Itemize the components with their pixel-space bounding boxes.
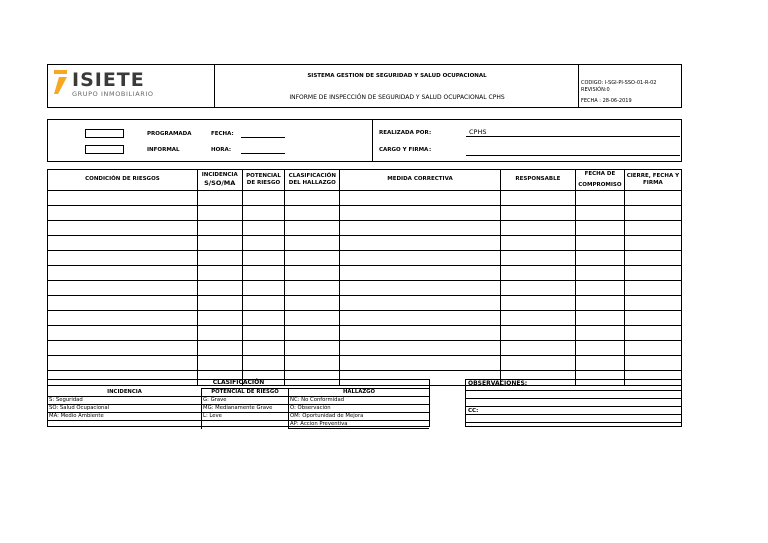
fecha-field[interactable]	[241, 137, 285, 138]
col-potencial-line1: POTENCIAL	[246, 172, 281, 179]
cell-fecha[interactable]	[575, 251, 624, 266]
legend-row	[48, 397, 429, 405]
cell-medida[interactable]	[340, 236, 501, 251]
cell-medida[interactable]	[340, 311, 501, 326]
cell-condicion[interactable]	[48, 191, 198, 206]
cell-cierre[interactable]	[624, 296, 681, 311]
legend-potencial-item: L: Leve	[202, 413, 289, 421]
col-medida: MEDIDA CORRECTIVA	[340, 170, 501, 191]
cell-condicion[interactable]	[48, 206, 198, 221]
cell-cierre[interactable]	[624, 341, 681, 356]
cell-cierre[interactable]	[624, 326, 681, 341]
legend-incidencia-item: S: Seguridad	[48, 397, 202, 405]
cargo-colon: :	[429, 147, 432, 153]
cc-label: CC:	[466, 407, 681, 415]
table-row	[48, 236, 682, 251]
cell-fecha[interactable]	[575, 281, 624, 296]
cell-condicion[interactable]	[48, 311, 198, 326]
cell-potencial[interactable]	[242, 251, 285, 266]
programada-label: PROGRAMADA	[147, 131, 192, 137]
cell-incidencia[interactable]	[197, 326, 242, 341]
cell-fecha[interactable]	[575, 236, 624, 251]
cell-condicion[interactable]	[48, 251, 198, 266]
table-row	[48, 311, 682, 326]
realizada-field[interactable]	[466, 136, 680, 137]
cell-fecha[interactable]	[575, 191, 624, 206]
table-row	[48, 191, 682, 206]
cell-clasificacion[interactable]	[285, 206, 340, 221]
cell-condicion[interactable]	[48, 266, 198, 281]
cell-cierre[interactable]	[624, 266, 681, 281]
cell-clasificacion[interactable]	[285, 236, 340, 251]
inspection-table-body	[48, 191, 682, 386]
legend-table	[48, 388, 429, 429]
cell-fecha[interactable]	[575, 266, 624, 281]
col-cierre	[624, 170, 681, 191]
cell-potencial[interactable]	[242, 341, 285, 356]
table-row	[48, 341, 682, 356]
legend-row	[48, 413, 429, 421]
cell-clasificacion[interactable]	[285, 356, 340, 371]
col-incidencia-line1: INCIDENCIA	[201, 172, 238, 179]
realizada-value[interactable]: CPHS	[469, 128, 487, 136]
cell-medida[interactable]	[340, 281, 501, 296]
cell-cierre[interactable]	[624, 281, 681, 296]
table-row	[48, 296, 682, 311]
cell-clasificacion[interactable]	[285, 266, 340, 281]
cell-incidencia[interactable]	[197, 266, 242, 281]
col-cierre-line1: CIERRE, FECHA Y	[626, 172, 680, 179]
legend-row	[48, 421, 429, 429]
table-row	[48, 206, 682, 221]
inspection-info	[47, 119, 682, 162]
cell-cierre[interactable]	[624, 311, 681, 326]
cell-cierre[interactable]	[624, 356, 681, 371]
cell-clasificacion[interactable]	[285, 326, 340, 341]
observaciones-lines	[466, 390, 681, 430]
hora-label: HORA:	[211, 147, 232, 153]
cell-potencial[interactable]	[242, 206, 285, 221]
cell-fecha[interactable]	[575, 206, 624, 221]
hora-field[interactable]	[241, 153, 285, 154]
document-revision: REVISIÓN:0	[581, 87, 610, 93]
col-potencial-line2: DE RIESGO	[246, 180, 281, 186]
table-row	[48, 221, 682, 236]
legend-hallazgo-item: NC: No Conformidad	[289, 397, 430, 405]
col-clasificacion-line2: DEL HALLAZGO	[288, 180, 336, 186]
cell-responsable[interactable]	[500, 311, 575, 326]
observaciones-line[interactable]	[466, 423, 681, 431]
col-condicion: CONDICIÓN DE RIESGOS	[48, 170, 198, 191]
cell-medida[interactable]	[340, 326, 501, 341]
cell-clasificacion[interactable]	[285, 296, 340, 311]
cell-medida[interactable]	[340, 266, 501, 281]
cell-clasificacion[interactable]	[285, 191, 340, 206]
title-cell	[215, 65, 579, 107]
cell-clasificacion[interactable]	[285, 251, 340, 266]
document-code: CODIGO: I-SGI-PI-SSO-01-R-02	[581, 80, 657, 86]
cell-potencial[interactable]	[242, 281, 285, 296]
cell-cierre[interactable]	[624, 206, 681, 221]
cell-condicion[interactable]	[48, 356, 198, 371]
cell-fecha[interactable]	[575, 326, 624, 341]
col-fecha-line2: COMPROMISO	[578, 182, 622, 188]
col-responsable: RESPONSABLE	[500, 170, 575, 191]
table-row	[48, 326, 682, 341]
cell-incidencia[interactable]	[197, 311, 242, 326]
cell-medida[interactable]	[340, 356, 501, 371]
cell-responsable[interactable]	[500, 296, 575, 311]
logo-subtitle: GRUPO INMOBILIARIO	[72, 90, 154, 98]
legend-hallazgo-item: AP: Accion Preventiva	[289, 421, 430, 429]
cell-potencial[interactable]	[242, 296, 285, 311]
cell-potencial[interactable]	[242, 266, 285, 281]
realizada-colon: :	[429, 130, 432, 136]
legend-hallazgo-item: O: Observación	[289, 405, 430, 413]
cell-fecha[interactable]	[575, 341, 624, 356]
cell-condicion[interactable]	[48, 326, 198, 341]
cell-responsable[interactable]	[500, 221, 575, 236]
cell-clasificacion[interactable]	[285, 221, 340, 236]
cell-incidencia[interactable]	[197, 296, 242, 311]
table-row	[48, 356, 682, 371]
cc-line[interactable]	[466, 407, 681, 415]
legend-potencial-item: MG: Medianamente Grave	[202, 405, 289, 413]
cell-responsable[interactable]	[500, 206, 575, 221]
cell-potencial[interactable]	[242, 311, 285, 326]
cell-incidencia[interactable]	[197, 191, 242, 206]
col-incidencia-line2: S/SO/MA	[204, 179, 236, 188]
cell-fecha[interactable]	[575, 356, 624, 371]
table-row	[48, 251, 682, 266]
cell-incidencia[interactable]	[197, 251, 242, 266]
cell-medida[interactable]	[340, 191, 501, 206]
code-cell	[579, 65, 681, 107]
cell-incidencia[interactable]	[197, 236, 242, 251]
legend-body	[48, 397, 429, 429]
col-potencial	[242, 170, 285, 191]
logo-name: ISIETE	[72, 69, 145, 91]
cell-responsable[interactable]	[500, 266, 575, 281]
col-cierre-line2: FIRMA	[643, 180, 663, 186]
cell-responsable[interactable]	[500, 326, 575, 341]
cell-responsable[interactable]	[500, 281, 575, 296]
cell-condicion[interactable]	[48, 341, 198, 356]
cell-cierre[interactable]	[624, 251, 681, 266]
informal-label: INFORMAL	[147, 147, 180, 153]
cell-medida[interactable]	[340, 296, 501, 311]
cargo-field[interactable]	[466, 155, 680, 156]
cell-medida[interactable]	[340, 221, 501, 236]
table-header-row	[48, 170, 682, 191]
legend-potencial-item	[202, 421, 289, 429]
cell-incidencia[interactable]	[197, 356, 242, 371]
cell-cierre[interactable]	[624, 236, 681, 251]
legend-incidencia-item: SO: Salud Ocupacional	[48, 405, 202, 413]
legend-incidencia-item: MA: Medio Ambiente	[48, 413, 202, 421]
cell-responsable[interactable]	[500, 356, 575, 371]
cell-responsable[interactable]	[500, 341, 575, 356]
cell-incidencia[interactable]	[197, 206, 242, 221]
legend-hallazgo-item: OM: Oportunidad de Mejora	[289, 413, 430, 421]
observaciones-title: OBSERVACIONES:	[468, 380, 528, 387]
cell-clasificacion[interactable]	[285, 311, 340, 326]
legend-clasificacion-title: CLASIFICACIÓN	[212, 379, 265, 386]
cell-potencial[interactable]	[242, 191, 285, 206]
col-clasificacion	[285, 170, 340, 191]
col-incidencia	[197, 170, 242, 191]
observaciones-box	[465, 379, 682, 427]
document-header	[47, 64, 682, 108]
programada-checkbox[interactable]	[85, 129, 124, 138]
cell-fecha[interactable]	[575, 311, 624, 326]
observaciones-line[interactable]	[466, 391, 681, 399]
table-row	[48, 281, 682, 296]
legend-hallazgo-title: HALLAZGO	[289, 389, 430, 397]
cell-fecha[interactable]	[575, 296, 624, 311]
cell-potencial[interactable]	[242, 356, 285, 371]
observaciones-line[interactable]	[466, 415, 681, 423]
cell-clasificacion[interactable]	[285, 341, 340, 356]
legend-incidencia-item	[48, 421, 202, 429]
col-clasificacion-line1: CLASIFICACIÓN	[288, 172, 336, 179]
realizada-label: REALIZADA POR	[379, 130, 429, 136]
cell-incidencia[interactable]	[197, 221, 242, 236]
cell-condicion[interactable]	[48, 221, 198, 236]
cell-incidencia[interactable]	[197, 341, 242, 356]
legend-incidencia-title: INCIDENCIA	[48, 389, 202, 397]
cell-cierre[interactable]	[624, 221, 681, 236]
cargo-label: CARGO Y FIRMA	[379, 147, 429, 153]
informal-checkbox[interactable]	[85, 145, 124, 154]
legend-box	[47, 379, 430, 427]
table-row	[48, 266, 682, 281]
cell-condicion[interactable]	[48, 296, 198, 311]
cell-clasificacion[interactable]	[285, 281, 340, 296]
legend-row	[48, 405, 429, 413]
legend-header-row	[48, 389, 429, 397]
fecha-label: FECHA:	[211, 131, 234, 137]
cell-responsable[interactable]	[500, 236, 575, 251]
cell-medida[interactable]	[340, 251, 501, 266]
report-title: INFORME DE INSPECCIÓN DE SEGURIDAD Y SALUD OCUPACIONAL CPHS	[289, 94, 505, 101]
col-fecha-line1: FECHA DE	[584, 170, 616, 177]
cell-potencial[interactable]	[242, 236, 285, 251]
cell-fecha[interactable]	[575, 221, 624, 236]
col-fecha	[575, 170, 624, 191]
legend-potencial-title: POTENCIAL DE RIESGO	[202, 389, 289, 397]
cell-responsable[interactable]	[500, 191, 575, 206]
cell-cierre[interactable]	[624, 191, 681, 206]
cell-condicion[interactable]	[48, 236, 198, 251]
inspection-type	[48, 120, 373, 161]
inspection-table	[47, 169, 682, 386]
system-title: SISTEMA GESTION DE SEGURIDAD Y SALUD OCUPACIONAL	[307, 73, 487, 79]
cell-medida[interactable]	[340, 206, 501, 221]
cell-potencial[interactable]	[242, 221, 285, 236]
cell-responsable[interactable]	[500, 251, 575, 266]
cell-potencial[interactable]	[242, 326, 285, 341]
cell-condicion[interactable]	[48, 281, 198, 296]
cell-medida[interactable]	[340, 341, 501, 356]
legend-potencial-item: G: Grave	[202, 397, 289, 405]
logo	[48, 65, 215, 107]
cell-incidencia[interactable]	[197, 281, 242, 296]
observaciones-line[interactable]	[466, 399, 681, 407]
document-date: FECHA : 28-06-2019	[581, 98, 632, 104]
isiete-logo-icon	[54, 70, 68, 94]
